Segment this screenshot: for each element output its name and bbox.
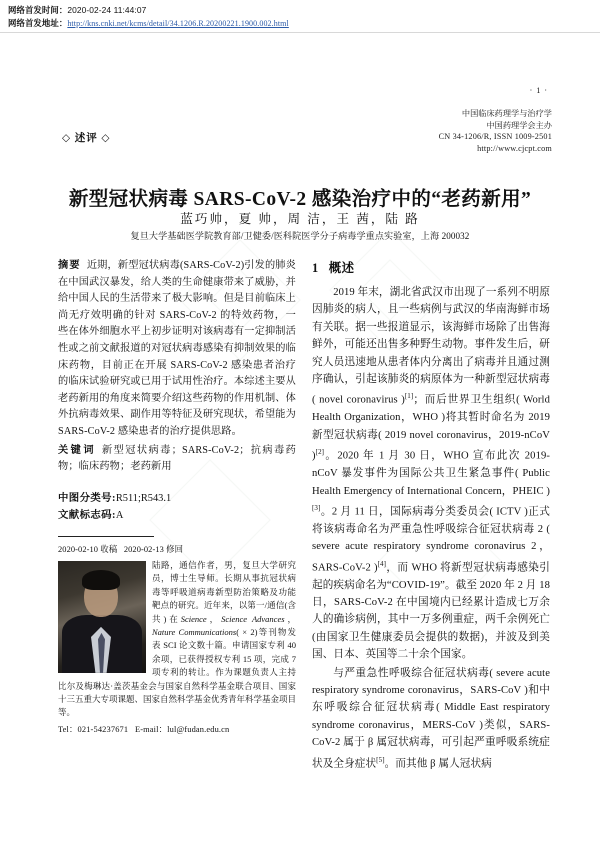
journal-website: http://www.cjcpt.com — [477, 143, 552, 153]
section-number: 1 — [312, 261, 319, 275]
bio-text-part-2: ( × 2)等刊物发表 SCI 论文数十篇。申请国家专利 40 余项，已获得授权专利 15 项，完成 7 项专利的转让。作为课题负责人主持比尔及梅琳达·盖茨基金会与国家自然科学基金联合项目、国家十三五重大专项课题、国家自然科学基金优秀青年科学基金项目等。 — [58, 626, 297, 718]
first-publication-time-row — [8, 4, 428, 17]
abstract-block — [58, 258, 296, 441]
received-dates — [58, 543, 296, 555]
keywords-text: 新型冠状病毒；SARS-CoV-2；抗病毒药物；临床药物；老药新用 — [58, 444, 296, 473]
bio-sep-1: ， — [206, 613, 222, 624]
clc-value: R511;R543.1 — [115, 492, 172, 504]
bio-journal-science: Science — [180, 613, 207, 624]
paragraph-1-part-b: ；而后世界卫生组织( World Health Organization，WHO )将其暂时命名为 2019 新型冠状病毒( 2019 novel coronavirus，2019-nCoV ) — [312, 394, 550, 462]
paragraph-1-part-e: ，而 WHO 将新型冠状病毒感染引起的疾病命名为“COVID-19”。截至 2020 年 2 月 18 日，SARS-CoV-2 在中国境内已经累计造成七万余人的确诊病例，其中一万多例重症，两千余例死亡(由国家卫生健康委员会提供的数据)，并波及到美国、日本、英国等二十余个国家。 — [312, 562, 550, 661]
footnote-divider — [58, 536, 154, 537]
section-paragraph-1 — [312, 284, 550, 664]
contact-email: E-mail：lul@fudan.edu.cn — [134, 724, 230, 734]
journal-masthead — [439, 108, 552, 154]
citation-ref-5: [5] — [376, 755, 385, 764]
citation-ref-2: [2] — [315, 448, 325, 457]
keywords-label: 关键词 — [58, 444, 96, 456]
first-publication-url-label: 网络首发地址： — [8, 18, 68, 28]
bio-text-part-1: 陆路，通信作者，男，复旦大学研究员，博士生导师。长期从事抗冠状病毒等呼吸道病毒新型防治策略及功能靶点的研究。近年来，以第一/通信(含共)在 — [152, 559, 296, 624]
document-code-value: A — [115, 509, 124, 521]
paragraph-2-part-a: 与严重急性呼吸综合征冠状病毒( severe acute respiratory syndrome coronavirus，SARS-CoV )和中东呼吸综合征冠状病毒( Middle East respiratory syndrome coronavirus，MERS-CoV )类似，SARS-CoV-2 属于 β 属冠状病毒，可引起严重呼吸系统症状及全身症状 — [312, 667, 550, 770]
journal-name: 中国临床药理学与治疗学 — [461, 109, 552, 118]
citation-ref-4: [4] — [377, 559, 387, 568]
clc-label: 中图分类号: — [58, 492, 116, 504]
left-column — [58, 258, 296, 735]
cnki-first-publication-banner — [8, 4, 428, 30]
bio-journal-science-advances: Science Advances — [221, 613, 285, 624]
indexing-block — [58, 490, 296, 524]
section-title: 概述 — [328, 261, 355, 275]
document-code-row — [58, 507, 296, 524]
abstract-text: 近期，新型冠状病毒(SARS-CoV-2)引发的肺炎在中国武汉暴发，给人类的生命健康带来了威胁，并给中国人民的生活带来了极大影响。但是目前临床上尚无疗效明确的针对 SARS-CoV-2 的特效药物，一些在体外细胞水平上初步证明对该病毒有一定抑制活性或之前文献报道的对冠状病毒感染有抑制效果的临床药物，目前正在开展 SARS-CoV-2 感染患者治疗的临床试验研究或已用于试用性治疗。本综述主要从老药新用的角度来简要介绍这些药物的作用机制、体外抗病毒效果、副作用等特征及研究现状，希望能为 SARS-CoV-2 感染患者的治疗提供思路。 — [58, 260, 296, 437]
bio-sep-2: ， — [284, 613, 296, 624]
journal-issn: CN 34-1206/R, ISSN 1009-2501 — [438, 132, 552, 142]
document-code-label: 文献标志码: — [58, 509, 116, 521]
first-publication-url-row — [8, 17, 428, 30]
abstract-label: 摘要 — [58, 260, 81, 271]
citation-ref-1: [1] — [404, 392, 414, 401]
citation-ref-3: [3] — [312, 503, 321, 512]
bio-journal-nature-communications: Nature Communications — [152, 626, 237, 637]
journal-sponsor: 中国药理学会主办 — [486, 120, 552, 130]
clc-row — [58, 490, 296, 507]
section-paragraph-2 — [312, 665, 550, 773]
revised-date: 2020-02-13 修回 — [123, 544, 184, 554]
paragraph-1-part-a: 2019 年末，湖北省武汉市出现了一系列不明原因肺炎的病人，且一些病例与武汉的华南海鲜市场有关联。据一些报道显示，该海鲜市场除了出售海鲜外，可能还出售多种野生动物。事件发生后，研究人员迅速地从患者体内分离出了病毒并且通过测序确认，引起该肺炎的病原体为一种新型冠状病毒( novel coronavirus ) — [312, 287, 551, 406]
section-heading-overview — [312, 258, 550, 276]
contact-line — [58, 723, 296, 735]
first-publication-time-label: 网络首发时间： — [8, 5, 68, 15]
header-divider — [0, 32, 600, 33]
author-affiliation: 复旦大学基础医学院教育部/卫健委/医科院医学分子病毒学重点实验室，上海 200032 — [130, 231, 470, 241]
paragraph-2-part-b: 。而其他 β 属人冠状病 — [384, 758, 492, 770]
page-title: 新型冠状病毒 SARS-CoV-2 感染治疗中的“老药新用” — [68, 189, 532, 211]
page-number: · 1 · — [529, 86, 548, 95]
author-portrait-photo — [58, 561, 146, 673]
keywords-block — [58, 443, 296, 476]
author-list: 蓝巧帅，夏 帅，周 洁，王 茜，陆 路 — [180, 212, 420, 226]
portrait-hair-shape — [82, 570, 120, 590]
author-biography — [58, 559, 296, 720]
first-publication-url-link[interactable]: http://kns.cnki.net/kcms/detail/34.1206.R.20200221.1900.002.html — [67, 19, 289, 28]
article-kind-label: ◇ 述评 ◇ — [62, 133, 111, 144]
right-column — [312, 258, 550, 774]
received-date: 2020-02-10 收稿 — [58, 544, 118, 554]
paragraph-1-part-c: 。2020 年 1 月 30 日，WHO 宣布此次 2019-nCoV 暴发事件为国际公共卫生紧急事件( Public Health Emergency of International Concern，PHEIC ) — [312, 450, 550, 497]
paragraph-1-part-d: 。2 月 11 日，国际病毒分类委员会( ICTV )正式将该病毒命名为严重急性呼吸综合征冠状病毒 2 ( severe acute respiratory syndrome coronavirus 2，SARS-CoV-2 ) — [312, 506, 550, 574]
contact-tel: Tel：021-54237671 — [58, 724, 129, 734]
first-publication-time-value: 2020-02-24 11:44:07 — [67, 5, 147, 15]
